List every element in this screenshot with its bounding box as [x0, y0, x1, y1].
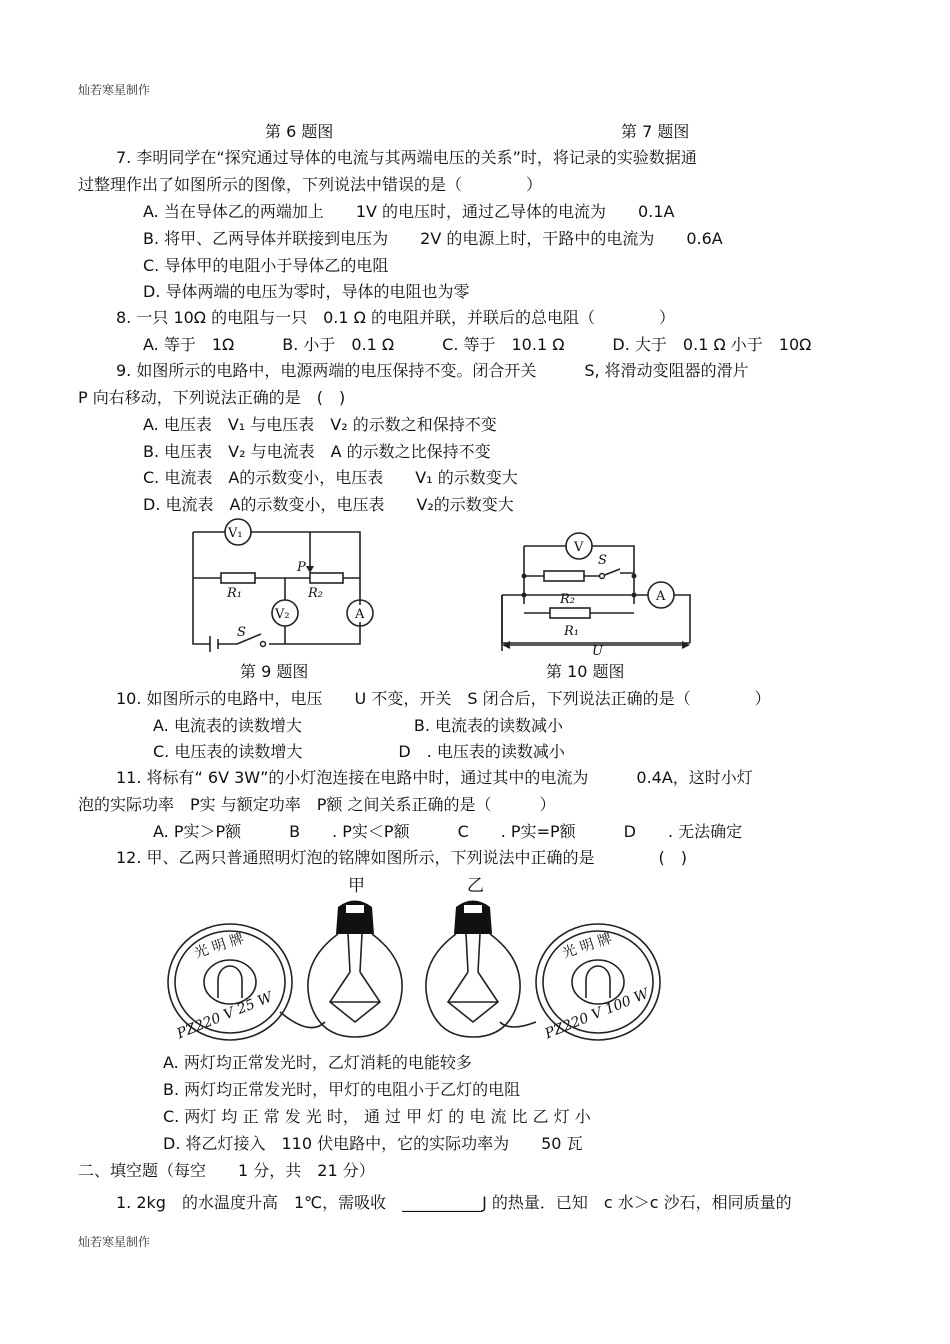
- q12-option-b: B. 两灯均正常发光时，甲灯的电阻小于乙灯的电阻: [163, 1080, 521, 1099]
- right-rating-text: PZ220 V 100 W: [542, 985, 652, 1043]
- q7-option-a: A. 当在导体乙的两端加上 1V 的电压时，通过乙导体的电流为 0.1A: [143, 202, 675, 221]
- r1-label: R₁: [564, 624, 579, 639]
- q8-stem: 8. 一只 10Ω 的电阻与一只 0.1 Ω 的电阻并联，并联后的总电阻（ ）: [116, 308, 675, 327]
- fig10-caption: 第 10 题图: [546, 662, 625, 681]
- r2-label: R₂: [308, 586, 323, 601]
- q12-stem: 12. 甲、乙两只普通照明灯泡的铭牌如图所示，下列说法中正确的是 ( ): [116, 848, 688, 867]
- circuit-diagram-q9: [185, 522, 385, 652]
- ammeter-a-label: A: [355, 607, 365, 622]
- r2-label: R₂: [560, 592, 575, 607]
- q8-options: A. 等于 1Ω B. 小于 0.1 Ω C. 等于 10.1 Ω D. 大于 0.1 Ω 小于 10Ω: [143, 335, 812, 354]
- q9-stem-line2: P 向右移动，下列说法正确的是 ( ): [78, 388, 346, 407]
- q12-option-a: A. 两灯均正常发光时，乙灯消耗的电能较多: [163, 1053, 472, 1072]
- fig9-caption: 第 9 题图: [240, 662, 309, 681]
- q10-options-cd: C. 电压表的读数增大 D . 电压表的读数减小: [153, 742, 565, 761]
- q7-option-b: B. 将甲、乙两导体并联接到电压为 2V 的电源上时，干路中的电流为 0.6A: [143, 229, 723, 248]
- left-bulb: [308, 901, 402, 1038]
- section2-title: 二、填空题（每空 1 分，共 21 分）: [78, 1161, 375, 1180]
- q9-option-d: D. 电流表 A的示数变小，电压表 V₂的示数变大: [143, 495, 514, 514]
- right-brand-text: 光 明 牌: [560, 930, 614, 962]
- q7-stem-line2: 过整理作出了如图所示的图像，下列说法中错误的是（ ）: [78, 175, 543, 194]
- q10-options-ab: A. 电流表的读数增大 B. 电流表的读数减小: [153, 716, 563, 735]
- v1-label: V₁: [228, 526, 243, 541]
- r1-label: R₁: [227, 586, 242, 601]
- right-bulb: [426, 901, 520, 1038]
- q12-option-d: D. 将乙灯接入 110 伏电路中，它的实际功率为 50 瓦: [163, 1134, 583, 1153]
- left-brand-text: 光 明 牌: [192, 930, 246, 962]
- q10-stem: 10. 如图所示的电路中，电压 U 不变，开关 S 闭合后，下列说法正确的是（ ）: [116, 689, 771, 708]
- v2-label: V₂: [275, 607, 290, 622]
- q9-option-a: A. 电压表 V₁ 与电压表 V₂ 的示数之和保持不变: [143, 415, 497, 434]
- q12-option-c: C. 两灯 均 正 常 发 光 时， 通 过 甲 灯 的 电 流 比 乙 灯 小: [163, 1107, 591, 1126]
- fig7-caption: 第 7 题图: [621, 122, 690, 141]
- switch-s-label: S: [237, 625, 246, 640]
- right-nameplate: [500, 924, 660, 1043]
- slider-p-label: P: [297, 560, 306, 575]
- right-bulb-label: 乙: [467, 876, 484, 896]
- q9-option-c: C. 电流表 A的示数变小，电压表 V₁ 的示数变大: [143, 468, 518, 487]
- ammeter-a-label: A: [656, 589, 666, 604]
- page-footer: 灿若寒星制作: [78, 1235, 151, 1249]
- voltage-u-label: U: [592, 644, 603, 659]
- bulbs-figure: [160, 872, 670, 1052]
- q7-option-d: D. 导体两端的电压为零时，导体的电阻也为零: [143, 282, 470, 301]
- q9-option-b: B. 电压表 V₂ 与电流表 A 的示数之比保持不变: [143, 442, 491, 461]
- q11-stem-line2: 泡的实际功率 P实 与额定功率 P额 之间关系正确的是（ ）: [78, 795, 556, 814]
- q11-options: A. P实＞P额 B . P实＜P额 C . P实=P额 D . 无法确定: [153, 822, 743, 841]
- fig6-caption: 第 6 题图: [265, 122, 334, 141]
- switch-s-label: S: [598, 553, 607, 568]
- left-nameplate: [168, 924, 325, 1043]
- q7-option-c: C. 导体甲的电阻小于导体乙的电阻: [143, 256, 389, 275]
- left-rating-text: PZ220 V 25 W: [174, 989, 275, 1043]
- q11-stem-line1: 11. 将标有“ 6V 3W”的小灯泡连接在电路中时，通过其中的电流为 0.4A，这时小灯: [116, 768, 753, 787]
- q9-stem-line1: 9. 如图所示的电路中，电源两端的电压保持不变。闭合开关 S, 将滑动变阻器的滑片: [116, 361, 749, 380]
- left-bulb-label: 甲: [348, 876, 365, 896]
- circuit-diagram-q10: [494, 533, 704, 659]
- voltmeter-v-label: V: [574, 540, 584, 555]
- page-header: 灿若寒星制作: [78, 83, 151, 97]
- q7-stem-line1: 7. 李明同学在“探究通过导体的电流与其两端电压的关系”时，将记录的实验数据通: [116, 148, 697, 167]
- fill-question-1: 1. 2kg 的水温度升高 1℃，需吸收 __________J 的热量．已知 c 水＞c 沙石，相同质量的: [116, 1193, 792, 1212]
